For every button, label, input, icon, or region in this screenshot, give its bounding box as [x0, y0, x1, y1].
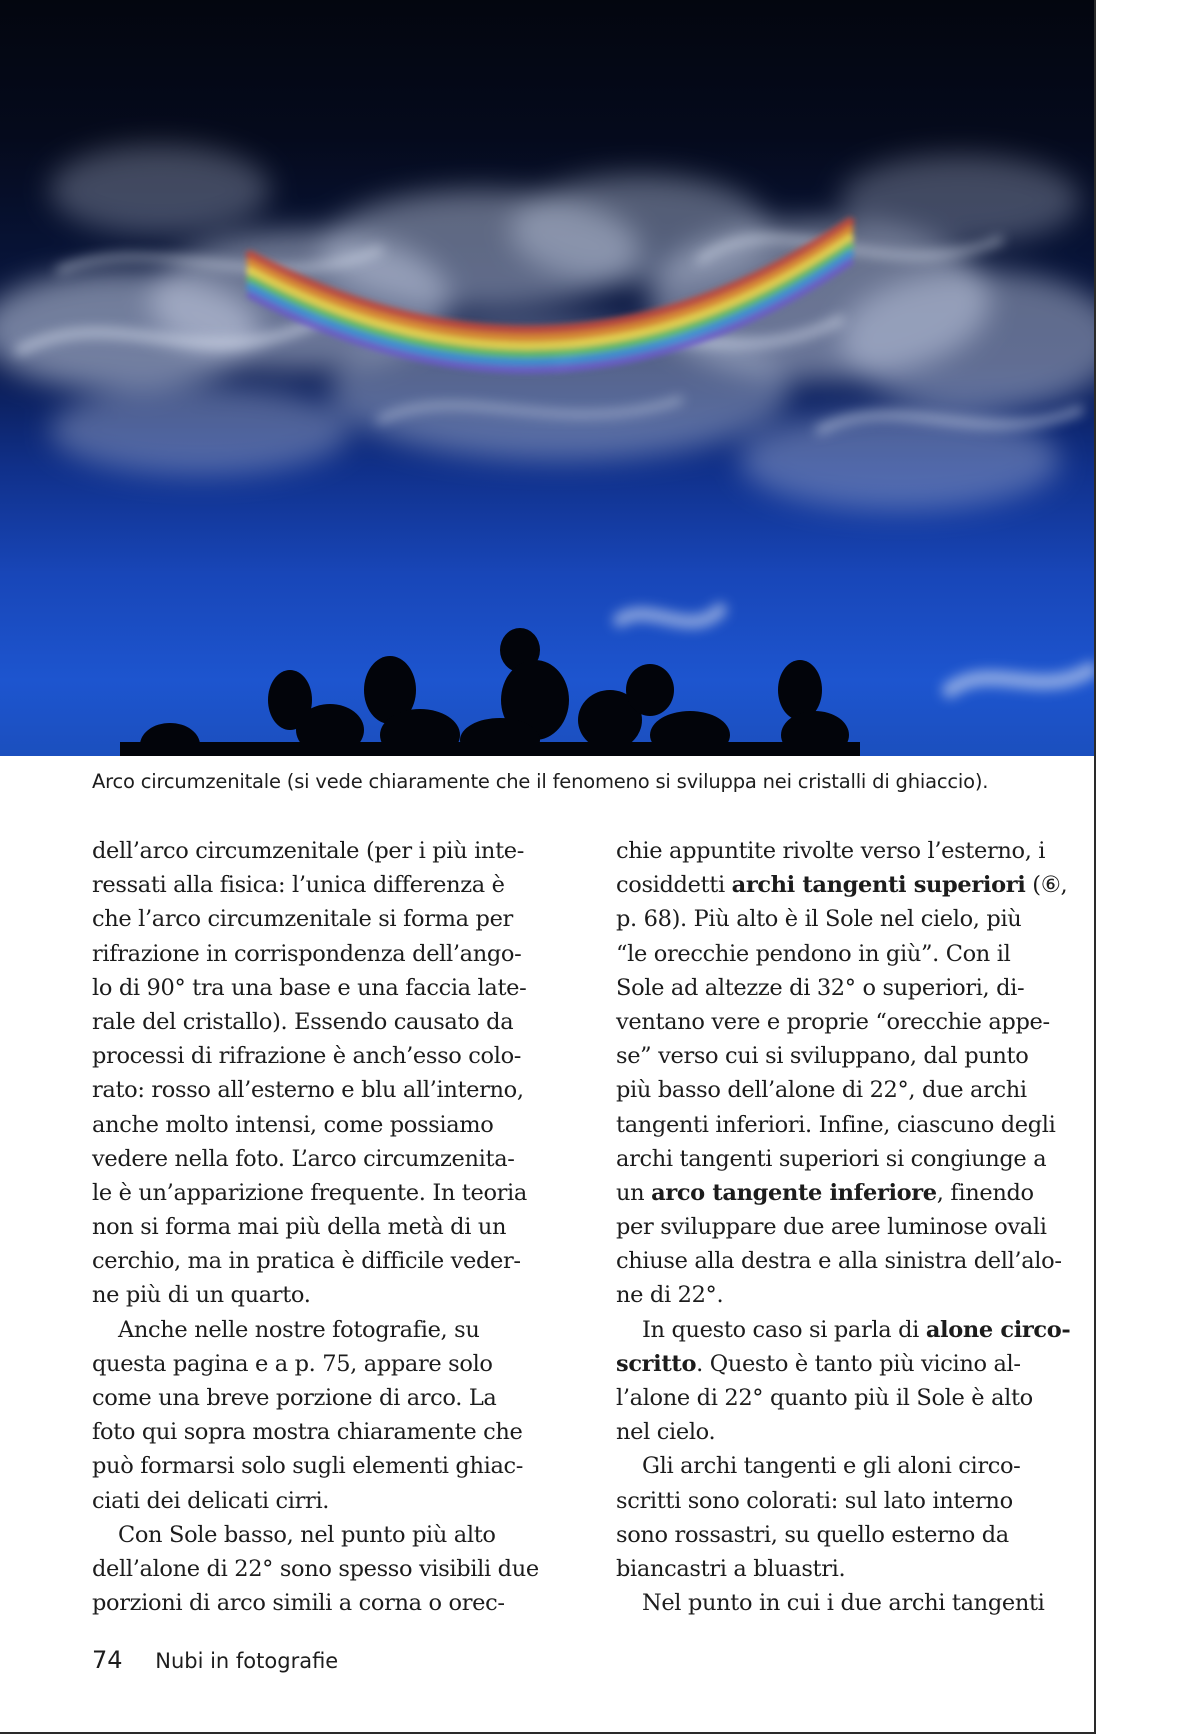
text-line: processi di rifrazione è anch’esso colo- [92, 1043, 522, 1070]
text-line: sono rossastri, su quello esterno da [616, 1521, 1009, 1548]
text-line: Sole ad altezze di 32° o superiori, di- [616, 974, 1025, 1001]
running-title: Nubi in fotografie [155, 1649, 339, 1673]
text-line: dell’arco circumzenitale (per i più inte- [92, 838, 524, 864]
text-line: se” verso cui si sviluppano, dal punto [616, 1043, 1029, 1070]
text-line: le è un’apparizione frequente. In teoria [92, 1179, 527, 1206]
text-line: questa pagina e a p. 75, appare solo [92, 1350, 493, 1377]
term-alone-circoscritto-part2: scritto [616, 1350, 697, 1377]
text-line: archi tangenti superiori si congiunge a [616, 1145, 1047, 1172]
text-line: come una breve porzione di arco. La [92, 1385, 497, 1411]
text-line: tangenti inferiori. Infine, ciascuno degli [616, 1111, 1056, 1138]
text-line: che l’arco circumzenitale si forma per [92, 906, 513, 933]
text-line: lo di 90° tra una base e una faccia late- [92, 974, 527, 1001]
text-line [616, 1313, 1114, 1347]
circumzenithal-arc-photo [0, 0, 1094, 756]
text-line: ne più di un quarto. [92, 1282, 311, 1309]
term-archi-tangenti-superiori: archi tangenti superiori [731, 872, 1026, 899]
text-line: chiuse alla destra e alla sinistra dell’alo- [616, 1248, 1062, 1275]
text-line [616, 1347, 1114, 1381]
text-fragment: cosiddetti [616, 872, 732, 899]
text-fragment: , finendo [936, 1179, 1034, 1206]
text-fragment: un [616, 1179, 652, 1206]
text-line: Con Sole basso, nel punto più alto [118, 1521, 496, 1548]
text-line: l’alone di 22° quanto più il Sole è alto [616, 1385, 1033, 1411]
text-line: può formarsi solo sugli elementi ghiac- [92, 1453, 524, 1480]
text-line: ventano vere e proprie “orecchie appe- [616, 1008, 1050, 1035]
text-line: ressati alla fisica: l’unica differenza è [92, 872, 505, 899]
text-fragment: . Questo è tanto più vicino al- [696, 1350, 1021, 1377]
text-fragment: (⑥, [1025, 872, 1068, 899]
text-line: Anche nelle nostre fotografie, su [118, 1316, 480, 1343]
figure-caption: Arco circumzenitale (si vede chiaramente che il fenomeno si sviluppa nei cristalli di ghiaccio). [92, 770, 989, 793]
photo-illustration [0, 0, 1094, 756]
term-alone-circoscritto-part1: alone circo- [925, 1316, 1071, 1343]
text-line: cerchio, ma in pratica è difficile veder- [92, 1248, 521, 1275]
text-line: rale del cristallo). Essendo causato da [92, 1008, 514, 1035]
text-column-right [616, 834, 1114, 1620]
tree-silhouettes [120, 628, 860, 756]
text-line: scritti sono colorati: sul lato interno [616, 1487, 1013, 1514]
term-arco-tangente-inferiore: arco tangente inferiore [651, 1179, 937, 1206]
text-line: anche molto intensi, come possiamo [92, 1111, 494, 1138]
text-line: ciati dei delicati cirri. [92, 1487, 330, 1514]
text-fragment: In questo caso si parla di [642, 1316, 926, 1343]
text-line: porzioni di arco simili a corna o orec- [92, 1590, 505, 1617]
text-line: ne di 22°. [616, 1282, 724, 1309]
text-line: Nel punto in cui i due archi tangenti [642, 1590, 1045, 1617]
text-line: rifrazione in corrispondenza dell’ango- [92, 940, 522, 967]
text-column-left [92, 834, 590, 1620]
text-line: non si forma mai più della metà di un [92, 1214, 507, 1241]
text-line: chie appuntite rivolte verso l’esterno, i [616, 838, 1046, 864]
text-line: per sviluppare due aree luminose ovali [616, 1214, 1047, 1241]
text-line: “le orecchie pendono in giù”. Con il [616, 940, 1011, 967]
text-line [616, 868, 1114, 902]
page-footer [92, 1646, 338, 1674]
text-line: vedere nella foto. L’arco circumzenita- [92, 1145, 515, 1172]
text-line: foto qui sopra mostra chiaramente che [92, 1419, 523, 1446]
text-line: rato: rosso all’esterno e blu all’interno, [92, 1077, 524, 1104]
text-line: dell’alone di 22° sono spesso visibili due [92, 1555, 539, 1582]
text-line: biancastri a bluastri. [616, 1555, 846, 1582]
page-number: 74 [92, 1646, 123, 1674]
text-line [616, 1176, 1114, 1210]
text-line: più basso dell’alone di 22°, due archi [616, 1077, 1027, 1104]
text-line: p. 68). Più alto è il Sole nel cielo, più [616, 906, 1022, 933]
text-line: nel cielo. [616, 1419, 716, 1446]
text-line: Gli archi tangenti e gli aloni circo- [642, 1453, 1021, 1480]
